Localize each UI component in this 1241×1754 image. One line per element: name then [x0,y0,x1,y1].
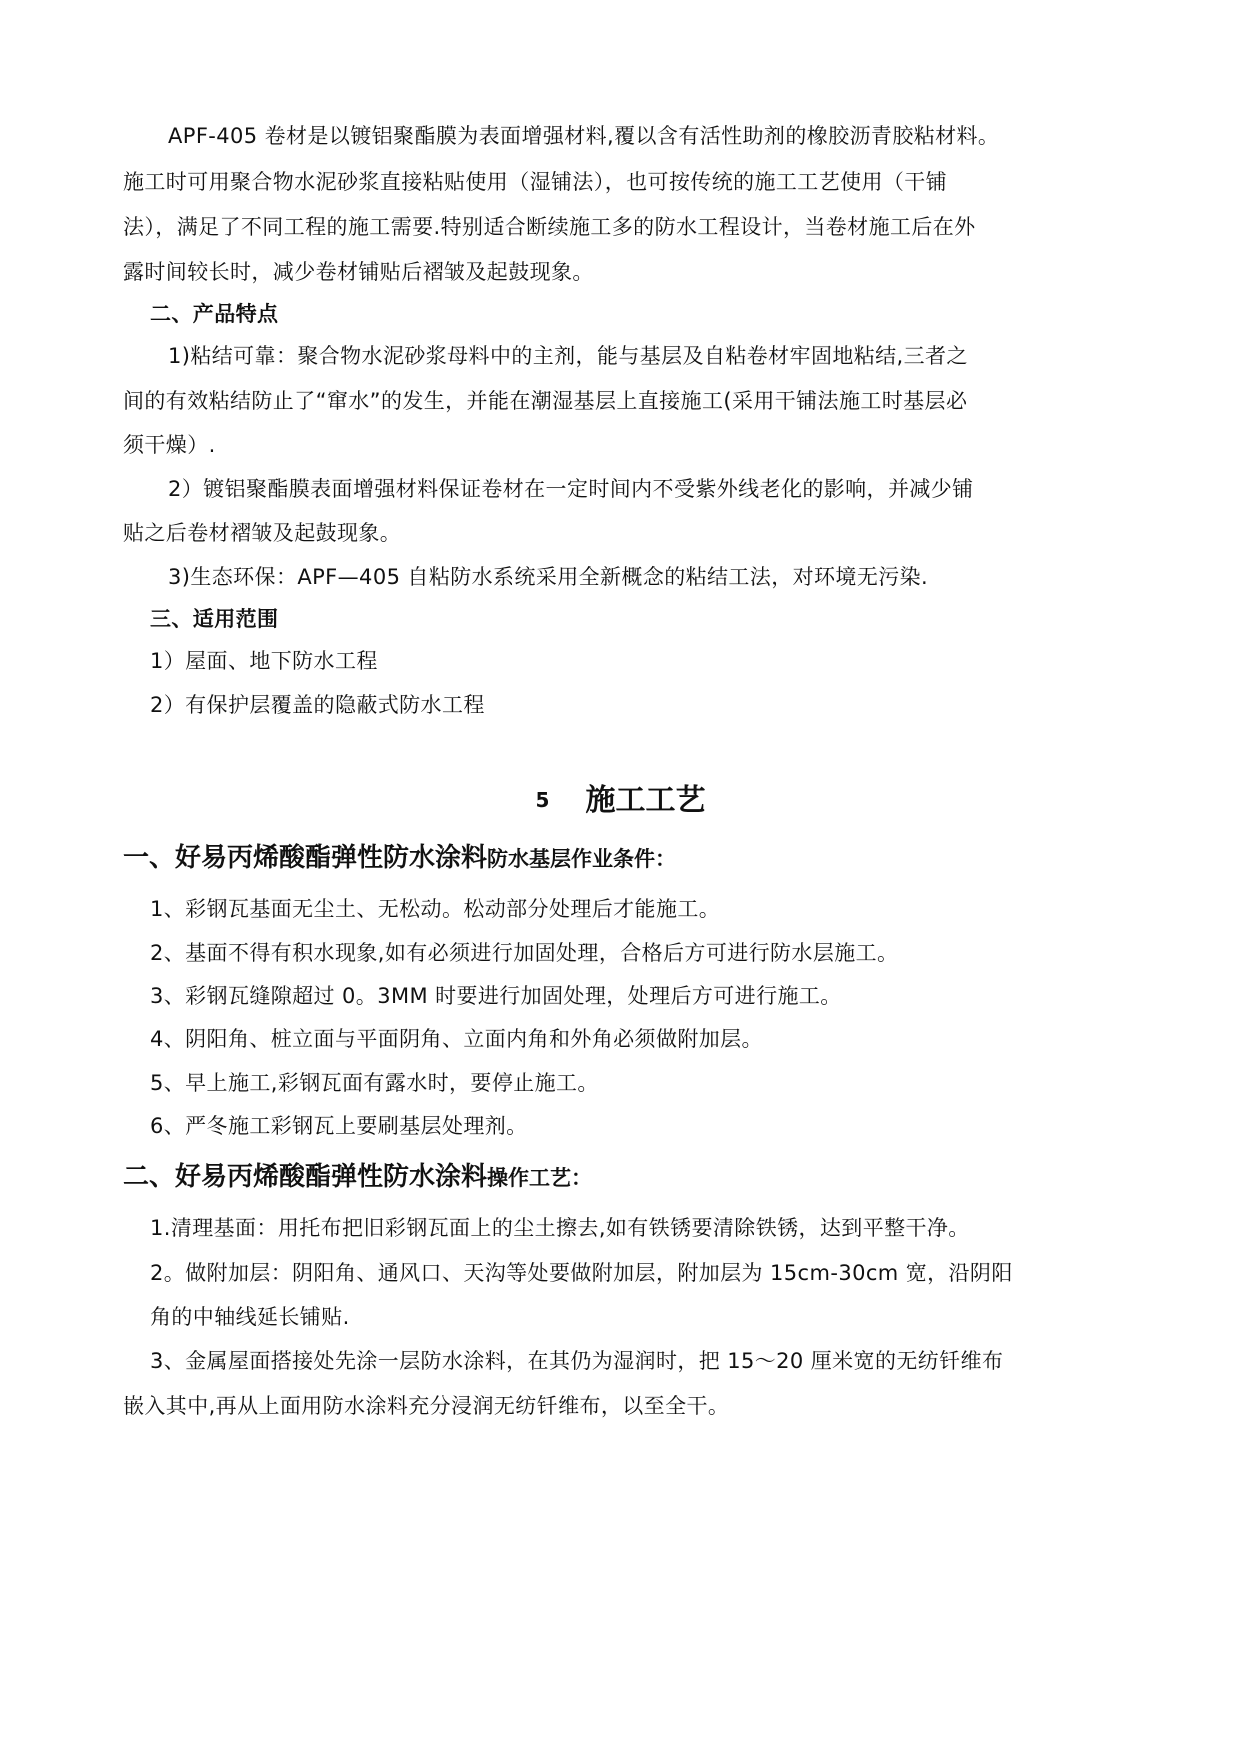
section-1-heading-sub: 防水基层作业条件： [487,847,677,871]
scope-item-1: 1）屋面、地下防水工程 [150,649,378,673]
intro-line-4: 露时间较长时，减少卷材铺贴后褶皱及起鼓现象。 [123,260,594,284]
section-2-step-1: 1.清理基面：用托布把旧彩钢瓦面上的尘土擦去,如有铁锈要清除铁锈，达到平整干净。 [150,1216,970,1240]
section-2-heading [123,1159,592,1198]
section-2-step-3-line-2: 嵌入其中,再从上面用防水涂料充分浸润无纺钎维布，以至全干。 [123,1394,730,1418]
section-1-item-1: 1、彩钢瓦基面无尘土、无松动。松动部分处理后才能施工。 [150,897,721,921]
intro-line-1: APF-405 卷材是以镀铝聚酯膜为表面增强材料,覆以含有活性助剂的橡胶沥青胶粘材料。 [168,124,1000,148]
section-2-step-2-line-1: 2。做附加层：阴阳角、通风口、天沟等处要做附加层，附加层为 15cm-30cm 宽，沿阴阳 [150,1261,1013,1285]
chapter-title-text: 施工工艺 [585,783,706,818]
section-2-step-2-line-2: 角的中轴线延长铺贴. [150,1305,350,1329]
section-1-heading [123,840,676,879]
feature-2-line-2: 贴之后卷材褶皱及起鼓现象。 [123,521,402,545]
section-1-item-5: 5、早上施工,彩钢瓦面有露水时，要停止施工。 [150,1071,599,1095]
section-2-heading-main: 二、好易丙烯酸酯弹性防水涂料 [123,1162,488,1192]
chapter-number: 5 [535,788,550,812]
section-2-heading-sub: 操作工艺： [487,1166,593,1190]
section-1-item-6: 6、严冬施工彩钢瓦上要刷基层处理剂。 [150,1114,528,1138]
chapter-title [0,780,1241,821]
intro-line-2: 施工时可用聚合物水泥砂浆直接粘贴使用（湿铺法），也可按传统的施工工艺使用（干铺 [123,170,948,194]
feature-2-line-1: 2）镀铝聚酯膜表面增强材料保证卷材在一定时间内不受紫外线老化的影响，并减少铺 [168,477,974,501]
section-1-item-4: 4、阴阳角、桩立面与平面阴角、立面内角和外角必须做附加层。 [150,1027,763,1051]
feature-3-line: 3)生态环保：APF—405 自粘防水系统采用全新概念的粘结工法，对环境无污染. [168,565,929,589]
feature-1-line-3: 须干燥）. [123,433,216,457]
scope-item-2: 2）有保护层覆盖的隐蔽式防水工程 [150,693,485,717]
features-heading: 二、产品特点 [150,302,279,326]
section-1-item-2: 2、基面不得有积水现象,如有必须进行加固处理，合格后方可进行防水层施工。 [150,941,899,965]
scope-heading: 三、适用范围 [150,607,279,631]
section-1-item-3: 3、彩钢瓦缝隙超过 0。3MM 时要进行加固处理，处理后方可进行施工。 [150,984,842,1008]
feature-1-line-2: 间的有效粘结防止了“窜水”的发生，并能在潮湿基层上直接施工(采用干铺法施工时基层必 [123,389,968,413]
intro-line-3: 法），满足了不同工程的施工需要.特别适合断续施工多的防水工程设计，当卷材施工后在外 [123,215,976,239]
section-1-heading-main: 一、好易丙烯酸酯弹性防水涂料 [123,843,488,873]
section-2-step-3-line-1: 3、金属屋面搭接处先涂一层防水涂料，在其仍为湿润时，把 15～20 厘米宽的无纺钎维布 [150,1349,1004,1373]
feature-1-line-1: 1)粘结可靠：聚合物水泥砂浆母料中的主剂，能与基层及自粘卷材牢固地粘结,三者之 [168,344,968,368]
